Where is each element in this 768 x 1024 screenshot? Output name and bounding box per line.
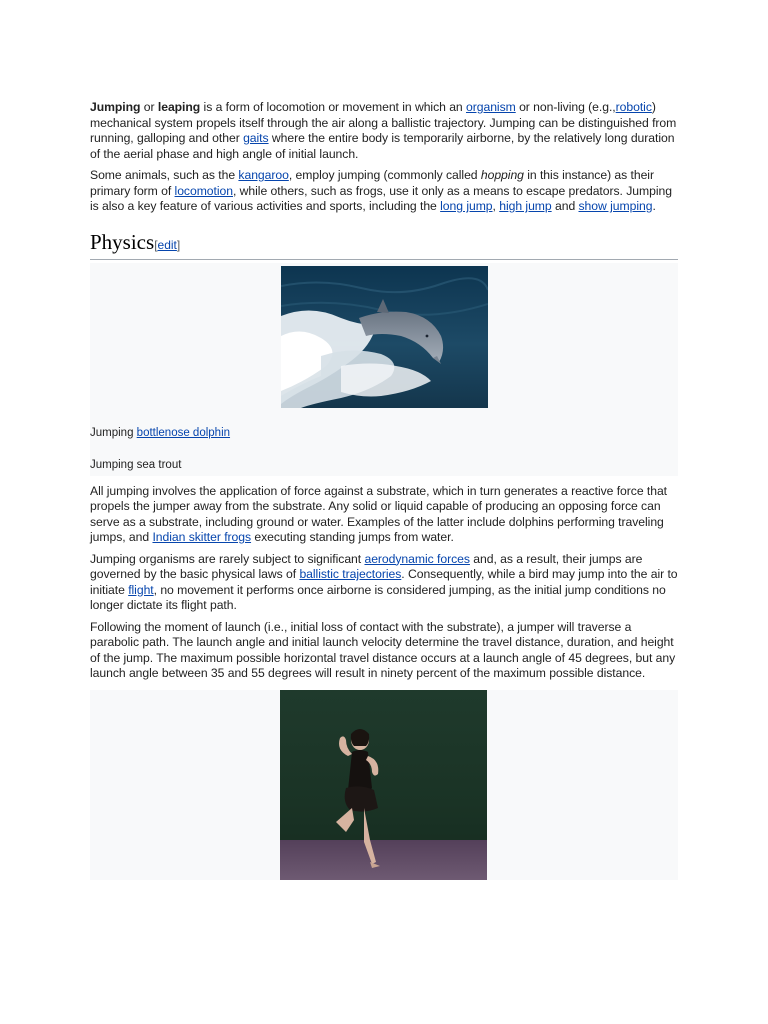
- caption-sea-trout: Jumping sea trout: [90, 458, 182, 471]
- image-gallery-2: [90, 690, 678, 880]
- section-title: Physics: [90, 229, 155, 254]
- link-organism[interactable]: organism: [466, 100, 516, 114]
- bracket: [: [154, 237, 158, 252]
- edit-link[interactable]: edit: [157, 237, 177, 252]
- body-paragraph-2: [90, 552, 678, 614]
- body-text: executing standing jumps from water.: [254, 530, 454, 544]
- link-gaits[interactable]: gaits: [243, 131, 269, 145]
- bracket: ]: [176, 237, 181, 252]
- intro-text: Some animals, such as the: [90, 168, 236, 182]
- link-kangaroo[interactable]: kangaroo: [238, 168, 289, 182]
- body-paragraph-3: Following the moment of launch (i.e., initial loss of contact with the substrate), a jumper will traverse a parabolic path. The launch angle and initial launch velocity determine the travel distance, duration, and height of the jump. The maximum possible horizontal travel distance occurs at a launch angle of 45 degrees, but any launch angle between 35 and 55 degrees will result in ninety percent of the maximum possible distance.: [90, 619, 676, 680]
- intro-text: is a form of locomotion or movement in which an: [203, 100, 463, 114]
- image-gallery: [90, 263, 678, 476]
- intro-text: , employ jumping (commonly called: [288, 168, 478, 182]
- punctuation: .: [652, 199, 656, 213]
- text-and: and: [554, 199, 576, 213]
- section-heading-physics: [90, 229, 678, 260]
- link-ballistic-trajectories[interactable]: ballistic trajectories: [299, 567, 402, 581]
- dolphin-photo: [281, 266, 488, 408]
- link-flight[interactable]: flight: [128, 582, 154, 597]
- intro-text: ) mechanical system propels itself through the air along a ballistic trajectory. Jumping can be distinguished from running, galloping and other: [90, 100, 677, 145]
- intro-text: where the entire body is temporarily airborne, by the relatively long duration of the aerial phase and high angle of initial launch.: [90, 131, 675, 161]
- body-text: All jumping involves the application of force against a substrate, which in turn generates a reactive force that propels the jumper away from the substrate. Any solid or liquid capable of producing an opposing force can serve as a substrate, including ground or water. Examples of the latter include dolphins performing traveling jumps, and: [90, 483, 668, 544]
- body-text: . Consequently, while a bird may jump into the air to initiate: [90, 567, 678, 597]
- dancer-image[interactable]: [280, 690, 487, 885]
- intro-text: , while others, such as frogs, use it only as a means to escape predators. Jumping is also a key feature of various activities and sports, including the: [90, 183, 672, 213]
- term-jumping: Jumping: [90, 100, 141, 114]
- intro-paragraph-1: [90, 100, 678, 162]
- link-bottlenose-dolphin[interactable]: bottlenose dolphin: [136, 426, 231, 439]
- link-long-jump[interactable]: long jump: [440, 199, 493, 213]
- edit-section: [154, 238, 180, 252]
- intro-text: or non-living (e.g.,: [519, 100, 616, 114]
- article-content: [90, 100, 678, 880]
- link-show-jumping[interactable]: show jumping: [578, 199, 653, 213]
- term-hopping: hopping: [480, 168, 524, 182]
- body-text: and, as a result, their jumps are governed by the basic physical laws of: [90, 551, 643, 581]
- term-leaping: leaping: [157, 100, 201, 114]
- caption-dolphin: [90, 426, 678, 440]
- intro-paragraph-2: [90, 168, 678, 215]
- caption-text: Jumping: [90, 426, 134, 439]
- text-or: or: [143, 100, 155, 114]
- body-text: , no movement it performs once airborne is considered jumping, as the initial jump conditions no longer dictate its flight path.: [90, 582, 666, 612]
- link-high-jump[interactable]: high jump: [499, 199, 552, 213]
- link-indian-skitter-frogs[interactable]: Indian skitter frogs: [152, 530, 252, 544]
- intro-text: in this instance) as their primary form of: [90, 168, 654, 198]
- punctuation: ,: [492, 199, 496, 213]
- link-locomotion[interactable]: locomotion: [174, 183, 233, 198]
- dancer-photo: [280, 690, 487, 880]
- dolphin-image[interactable]: [281, 266, 488, 408]
- link-robotic[interactable]: robotic: [615, 100, 652, 114]
- link-aerodynamic-forces[interactable]: aerodynamic forces: [364, 551, 470, 566]
- body-paragraph-1: [90, 484, 678, 546]
- body-text: Jumping organisms are rarely subject to significant: [90, 551, 362, 566]
